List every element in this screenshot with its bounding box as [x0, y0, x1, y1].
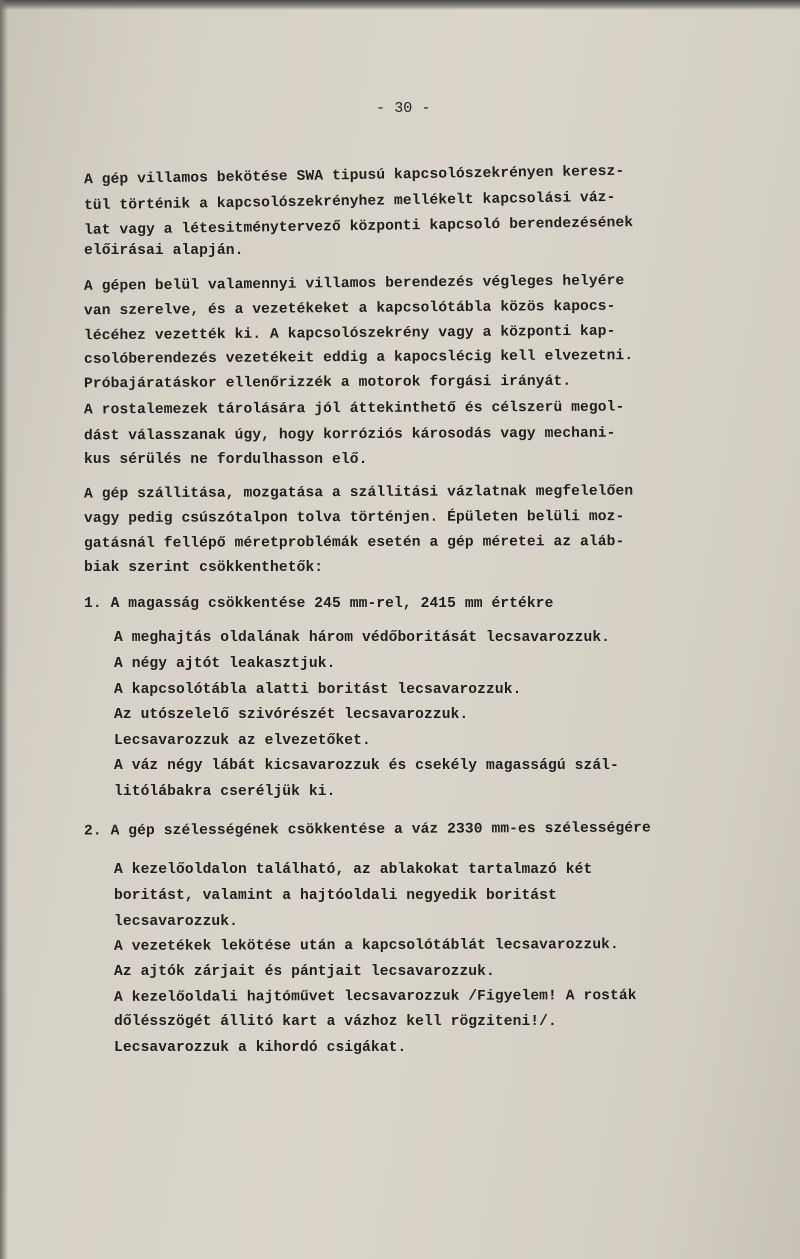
text-line: van szerelve, és a vezetékeket a kapcsolótábla közös kapocs- — [83, 298, 616, 320]
text-line: csolóberendezés vezetékeit eddig a kapocslécig kell elvezetni. — [83, 348, 634, 368]
text-line: lat vagy a létesitménytervező központi kapcsoló berendezésének — [83, 215, 634, 239]
text-line: dőlésszögét állitó kart a vázhoz kell rögziteni!/. — [114, 1014, 557, 1030]
text-line: A vezetékek lekötése után a kapcsolótáblát lecsavarozzuk. — [113, 937, 619, 955]
text-line: A gépen belül valamennyi villamos berendezés végleges helyére — [83, 273, 625, 295]
text-line: boritást, valamint a hajtóoldali negyedik boritást — [114, 888, 557, 904]
text-line: A kapcsolótábla alatti boritást lecsavarozzuk. — [114, 682, 522, 698]
text-line: A rostalemezek tárolására jól áttekinthető és célszerü megol- — [83, 399, 625, 419]
text-line: Az utószelelő szivórészét lecsavarozzuk. — [114, 707, 469, 723]
text-line: A négy ajtót leakasztjuk. — [114, 656, 336, 672]
text-line: dást válasszanak úgy, hogy korróziós károsodás vagy mechani- — [83, 425, 616, 445]
text-line: A kezelőoldalon található, az ablakokat tartalmazó két — [114, 862, 593, 878]
text-line: lécéhez vezették ki. A kapcsolószekrény vagy a központi kap- — [83, 323, 616, 345]
text-line: Lecsavarozzuk a kihordó csigákat. — [114, 1040, 407, 1056]
page-edge-shadow — [0, 0, 800, 10]
page-edge-shadow-left — [0, 0, 8, 1259]
text-line: A meghajtás oldalának három védőboritását lecsavarozzuk. — [114, 630, 611, 646]
list-item-heading: 2. A gép szélességének csökkentése a váz 2330 mm-es szélességére — [83, 820, 651, 840]
text-line: Az ajtók zárjait és pántjait lecsavarozzuk. — [114, 964, 495, 980]
text-line: előirásai alapján. — [84, 243, 244, 259]
text-line: A gép villamos bekötése SWA tipusú kapcsolószekrényen keresz- — [83, 163, 625, 189]
text-line: A váz négy lábát kicsavarozzuk és csekély magasságú szál- — [114, 758, 619, 774]
text-line: tül történik a kapcsolószekrényhez mellékelt kapcsolási váz- — [83, 189, 616, 215]
list-item-heading: 1. A magasság csökkentése 245 mm-rel, 2415 mm értékre — [84, 596, 554, 612]
text-line: vagy pedig csúszótalpon tolva történjen. Épületen belüli moz- — [83, 509, 625, 527]
text-line: litólábakra cseréljük ki. — [114, 784, 336, 800]
text-line: Lecsavarozzuk az elvezetőket. — [114, 733, 371, 749]
text-line: Próbajáratáskor ellenőrizzék a motorok forgási irányát. — [83, 373, 572, 393]
page-number: - 30 - — [376, 100, 431, 117]
text-line: kus sérülés ne fordulhasson elő. — [84, 452, 368, 468]
text-line: biak szerint csökkenthetők: — [84, 560, 324, 576]
text-line: A kezelőoldali hajtóművet lecsavarozzuk /Figyelem! A rosták — [113, 988, 637, 1006]
text-line: A gép szállitása, mozgatása a szállitási vázlatnak megfelelően — [83, 483, 634, 503]
text-line: gatásnál fellépő méretproblémák esetén a gép méretei az aláb- — [83, 534, 625, 552]
text-line: lecsavarozzuk. — [114, 914, 239, 930]
